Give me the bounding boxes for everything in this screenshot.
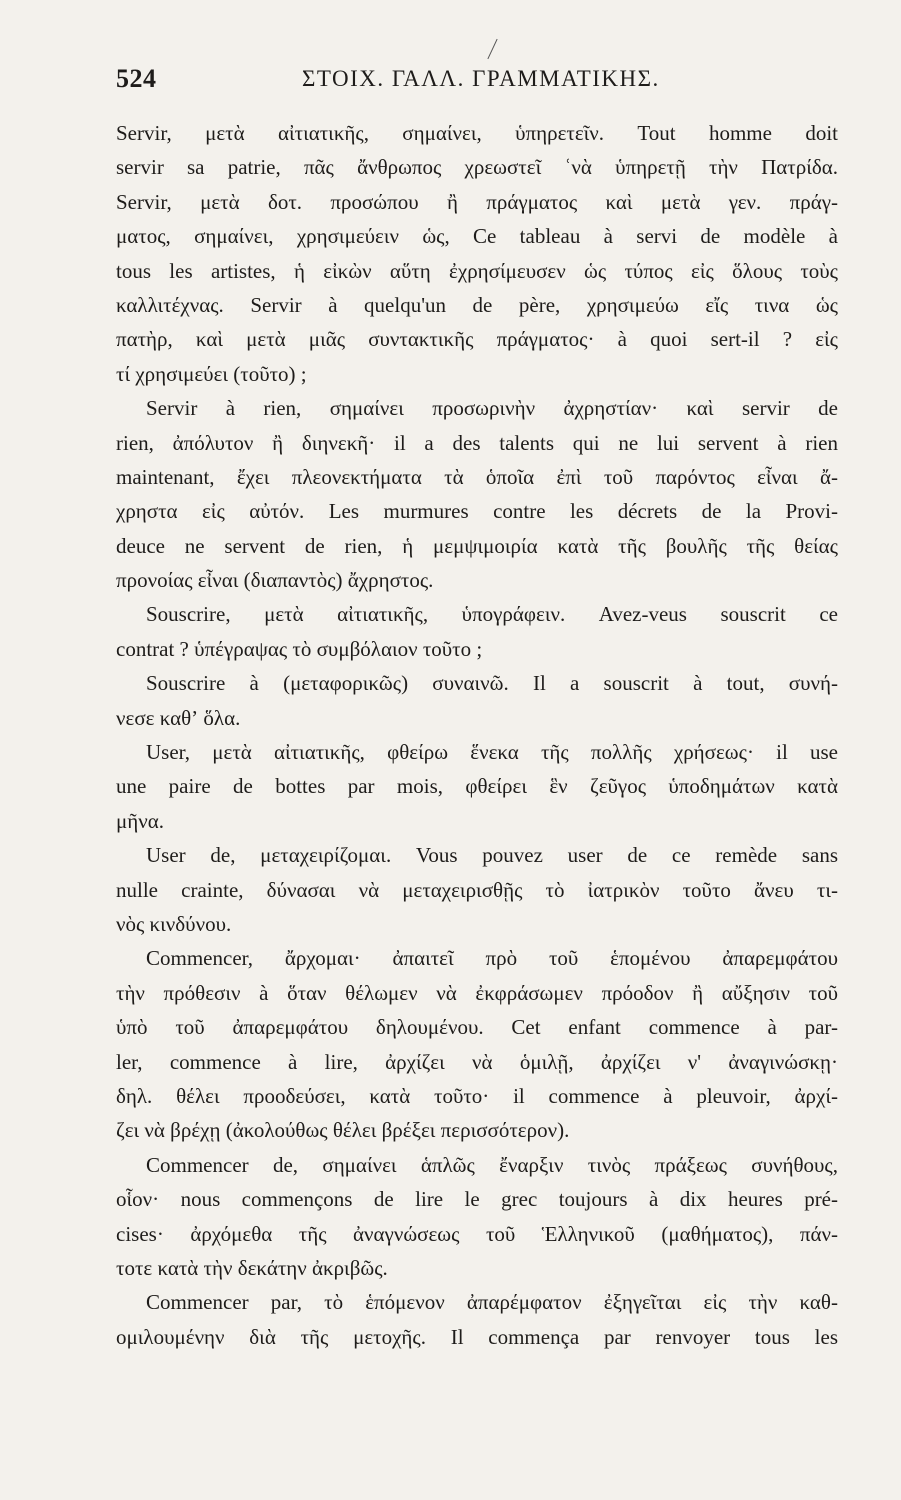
text-line: rien, ἀπόλυτον ἢ διηνεκῆ· il a des talents qui ne lui servent à rien	[116, 430, 838, 455]
text-line: User, μετὰ αἰτιατικῆς, φθείρω ἕνεκα τῆς πολλῆς χρήσεως· il use	[146, 740, 838, 765]
body-text	[116, 116, 838, 1354]
text-line: deuce ne servent de rien, ἡ μεμψιμοιρία κατὰ τῆς βουλῆς τῆς θείας	[116, 533, 838, 558]
text-line: Souscrire, μετὰ αἰτιατικῆς, ὑπογράφειν. Avez-veus souscrit ce	[146, 602, 838, 627]
text-line: Souscrire à (μεταφορικῶς) συναινῶ. Il a souscrit à tout, συνή-	[146, 671, 838, 696]
text-line: τὴν πρόθεσιν à ὅταν θέλωμεν νὰ ἐκφράσωμεν πρόοδον ἢ αὔξησιν τοῦ	[116, 980, 838, 1005]
text-line: maintenant, ἔχει πλεονεκτήματα τὰ ὁποῖα ἐπὶ τοῦ παρόντος εἶναι ἄ-	[116, 464, 838, 489]
text-line: καλλιτέχνας. Servir à quelqu'un de père, χρησιμεύω εἴς τινα ὡς	[116, 292, 838, 317]
text-line: Servir à rien, σημαίνει προσωρινὴν ἀχρηστίαν· καὶ servir de	[146, 396, 838, 421]
text-line: ματος, σημαίνει, χρησιμεύειν ὡς, Ce tableau à servi de modèle à	[116, 224, 838, 249]
pencil-mark	[487, 39, 497, 59]
text-line: contrat ? ὑπέγραψας τὸ συμβόλαιον τοῦτο ;	[116, 636, 483, 661]
text-line: μῆνα.	[116, 808, 164, 833]
text-line: νὸς κινδύνου.	[116, 911, 232, 936]
text-line: χρηστα εἰς αὐτόν. Les murmures contre les décrets de la Provi-	[116, 499, 838, 524]
text-line: ler, commence à lire, ἀρχίζει νὰ ὁμιλῇ, ἀρχίζει ν' ἀναγινώσκῃ·	[116, 1049, 838, 1074]
text-line: πατὴρ, καὶ μετὰ μιᾶς συντακτικῆς πράγματος· à quoi sert-il ? εἰς	[116, 327, 838, 352]
text-line: δηλ. θέλει προοδεύσει, κατὰ τοῦτο· il commence à pleuvoir, ἀρχί-	[116, 1083, 838, 1108]
text-line: servir sa patrie, πᾶς ἄνθρωπος χρεωστεῖ ʿνὰ ὑπηρετῇ τὴν Πατρίδα.	[116, 155, 838, 180]
text-line: tous les artistes, ἡ εἰκὼν αὕτη ἐχρησίμευσεν ὡς τύπος εἰς ὅλους τοὺς	[116, 258, 838, 283]
text-line: ὑπὸ τοῦ ἀπαρεμφάτου δηλουμένου. Cet enfant commence à par-	[116, 1015, 838, 1040]
text-line: νεσε καθʼ ὅλα.	[116, 705, 241, 730]
text-line: οἷον· nous commençons de lire le grec toujours à dix heures pré-	[116, 1187, 838, 1212]
text-line: Commencer de, σημαίνει ἁπλῶς ἔναρξιν τινὸς πράξεως συνήθους,	[146, 1152, 838, 1177]
text-line: τοτε κατὰ τὴν δεκάτην ἀκριβῶς.	[116, 1255, 388, 1280]
page-header	[116, 64, 838, 104]
text-line: Servir, μετὰ αἰτιατικῆς, σημαίνει, ὑπηρετεῖν. Tout homme doit	[116, 121, 838, 145]
text-line: Commencer par, τὸ ἑπόμενον ἀπαρέμφατον ἐξηγεῖται εἰς τὴν καθ-	[146, 1290, 838, 1315]
text-line: cises· ἀρχόμεθα τῆς ἀναγνώσεως τοῦ Ἑλληνικοῦ (μαθήματος), πάν-	[116, 1221, 838, 1246]
page-number: 524	[116, 64, 157, 93]
text-line: nulle crainte, δύνασαι νὰ μεταχειρισθῇς τὸ ἰατρικὸν τοῦτο ἄνευ τι-	[116, 877, 838, 902]
running-title: ΣΤΟΙΧ. ΓΑΛΛ. ΓΡΑΜΜΑΤΙΚΗΣ.	[302, 66, 660, 91]
text-line: τί χρησιμεύει (τοῦτο) ;	[116, 361, 307, 386]
text-line: une paire de bottes par mois, φθείρει ἓν ζεῦγος ὑποδημάτων κατὰ	[116, 774, 838, 799]
text-line: ζει νὰ βρέχῃ (ἀκολούθως θέλει βρέξει περισσότερον).	[116, 1118, 570, 1143]
text-line: Servir, μετὰ δοτ. προσώπου ἢ πράγματος καὶ μετὰ γεν. πράγ-	[116, 189, 838, 214]
text-line: User de, μεταχειρίζομαι. Vous pouvez user de ce remède sans	[146, 843, 838, 868]
text-line: Commencer, ἄρχομαι· ἀπαιτεῖ πρὸ τοῦ ἑπομένου ἀπαρεμφάτου	[146, 946, 838, 971]
text-line: ομιλουμένην διὰ τῆς μετοχῆς. Il commença par renvoyer tous les	[116, 1324, 838, 1349]
text-line: προνοίας εἶναι (διαπαντὸς) ἄχρηστος.	[116, 568, 434, 593]
